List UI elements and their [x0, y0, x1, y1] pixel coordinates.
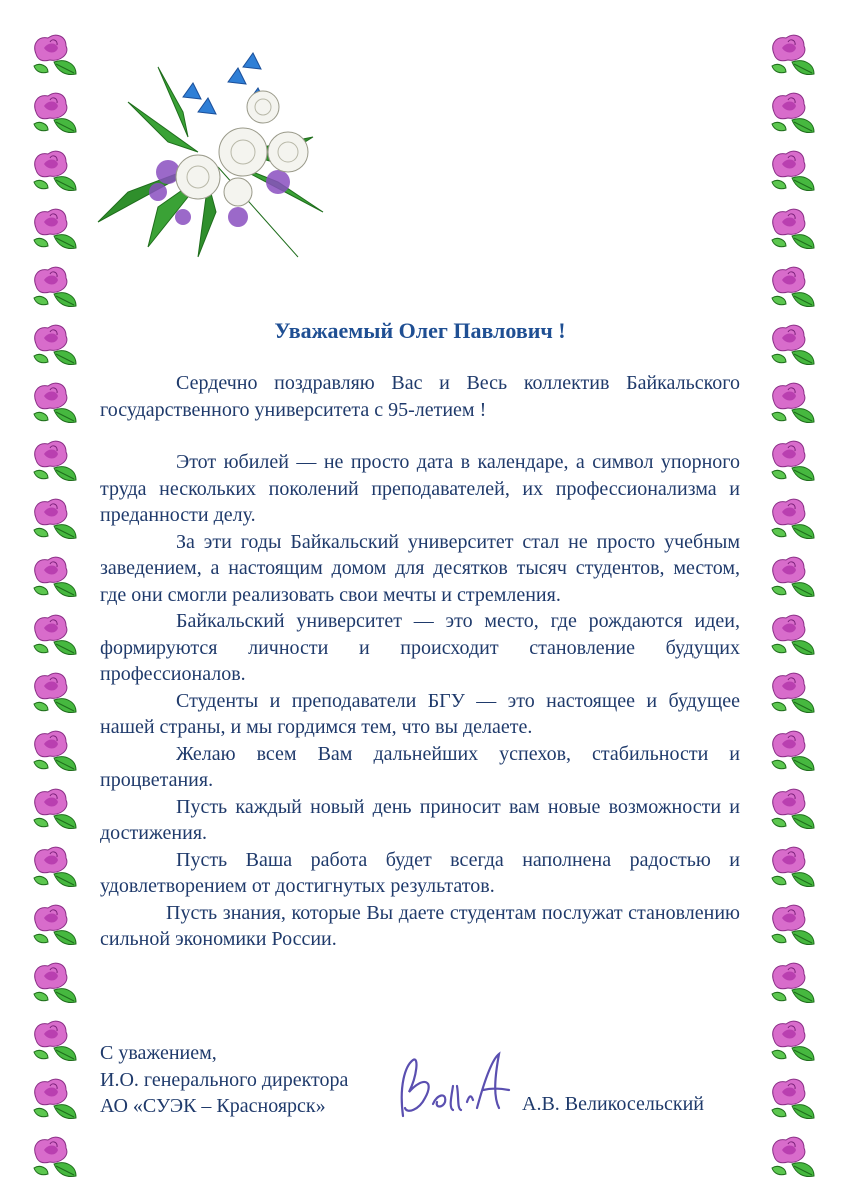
left-rose-border	[30, 18, 80, 1188]
rose-icon	[34, 673, 76, 712]
rose-icon	[772, 673, 814, 712]
rose-icon	[772, 499, 814, 538]
rose-border-icon	[768, 18, 818, 1188]
rose-icon	[34, 151, 76, 190]
signer-name: А.В. Великосельский	[522, 1093, 704, 1115]
rose-icon	[34, 35, 76, 74]
rose-icon	[772, 615, 814, 654]
rose-icon	[34, 789, 76, 828]
rose-icon	[772, 267, 814, 306]
closing-company: АО «СУЭК – Красноярск»	[100, 1095, 326, 1117]
rose-icon	[772, 1137, 814, 1176]
rose-icon	[772, 731, 814, 770]
rose-icon	[772, 789, 814, 828]
rose-icon	[34, 1021, 76, 1060]
rose-icon	[772, 383, 814, 422]
letter-paragraph: Студенты и преподаватели БГУ — это настоящее и будущее нашей страны, и мы гордимся тем, что вы делаете.	[100, 689, 740, 738]
rose-icon	[772, 325, 814, 364]
rose-icon	[772, 963, 814, 1002]
rose-icon	[34, 557, 76, 596]
letter-paragraph: Байкальский университет — это место, где рождаются идеи, формируются личности и происходит становление будущих профессионалов.	[100, 610, 740, 685]
rose-icon	[34, 499, 76, 538]
rose-icon	[34, 963, 76, 1002]
closing-regards: С уважением,	[100, 1042, 217, 1064]
letter-paragraph: За эти годы Байкальский университет стал не просто учебным заведением, а настоящим домом для десятков тысяч студентов, местом, где они смогли реализовать свои мечты и стремления.	[100, 530, 740, 606]
letter-paragraph: Сердечно поздравляю Вас и Весь коллектив Байкальского государственного университета с 95-летием !	[100, 372, 740, 421]
rose-icon	[34, 731, 76, 770]
rose-icon	[772, 441, 814, 480]
rose-icon	[772, 1021, 814, 1060]
rose-icon	[34, 615, 76, 654]
handwritten-signature-icon	[395, 1046, 525, 1126]
rose-icon	[34, 325, 76, 364]
rose-border-icon	[30, 18, 80, 1188]
rose-icon	[772, 847, 814, 886]
rose-icon	[34, 1137, 76, 1176]
flower-bouquet-icon	[88, 42, 328, 267]
rose-icon	[34, 847, 76, 886]
rose-icon	[34, 209, 76, 248]
closing-position: И.О. генерального директора	[100, 1068, 349, 1091]
rose-icon	[34, 267, 76, 306]
letter-paragraph: Пусть знания, которые Вы даете студентам послужат становлению сильной экономики России.	[100, 901, 740, 950]
letter-paragraph: Желаю всем Вам дальнейших успехов, стабильности и процветания.	[100, 742, 740, 791]
rose-icon	[772, 209, 814, 248]
rose-icon	[772, 905, 814, 944]
rose-icon	[34, 441, 76, 480]
rose-icon	[34, 383, 76, 422]
greeting-title: Уважаемый Олег Павлович !	[274, 318, 566, 343]
right-rose-border	[768, 18, 818, 1188]
rose-icon	[772, 93, 814, 132]
rose-icon	[34, 1079, 76, 1118]
letter-body	[100, 370, 740, 953]
rose-icon	[772, 557, 814, 596]
rose-icon	[772, 35, 814, 74]
rose-icon	[34, 93, 76, 132]
rose-icon	[772, 1079, 814, 1118]
rose-icon	[34, 905, 76, 944]
letter-paragraph: Этот юбилей — не просто дата в календаре, а символ упорного труда нескольких поколений преподавателей, их профессионализма и преданности делу.	[100, 451, 740, 526]
rose-icon	[772, 151, 814, 190]
letter-paragraph: Пусть каждый новый день приносит вам новые возможности и достижения.	[100, 795, 740, 844]
letter-paragraph: Пусть Ваша работа будет всегда наполнена радостью и удовлетворением от достигнутых результатов.	[100, 848, 740, 897]
